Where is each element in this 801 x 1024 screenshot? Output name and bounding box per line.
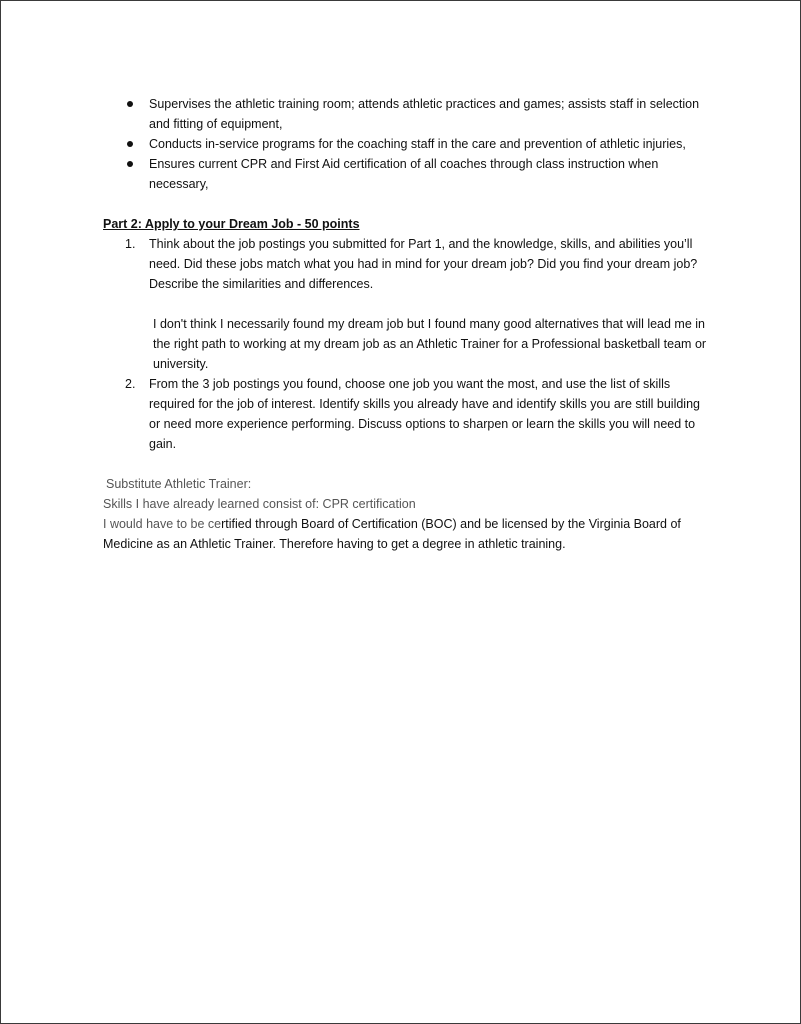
bullet-item: [103, 134, 713, 154]
bullet-text: Conducts in-service programs for the coaching staff in the care and prevention of athletic injuries,: [149, 137, 686, 151]
question-item-2: [103, 374, 713, 454]
duties-bullet-list: [103, 94, 713, 194]
questions-list-continued: [103, 374, 713, 454]
bullet-item: [103, 154, 713, 194]
question-number: 2.: [125, 377, 136, 391]
bullet-dot-icon: [127, 141, 133, 147]
bullet-item: [103, 94, 713, 134]
question1-answer: [103, 314, 713, 374]
document-content: [103, 94, 713, 554]
bullet-text: Ensures current CPR and First Aid certification of all coaches through class instruction when necessary,: [149, 157, 659, 191]
bullet-dot-icon: [127, 161, 133, 167]
skills-line: Skills I have already learned consist of: CPR certification: [103, 497, 416, 511]
bullet-dot-icon: [127, 101, 133, 107]
job-title-line: Substitute Athletic Trainer:: [106, 477, 252, 491]
paragraph-rest: rtified through Board of Certification (BOC) and be licensed by the Virginia Board of Medicine as an Athletic Trainer. Therefore having to get a degree in athletic training.: [103, 517, 681, 551]
question-text: Think about the job postings you submitted for Part 1, and the knowledge, skills, and abilities you’ll need. Did these jobs match what you had in mind for your dream job? Did you find your dream job? Describe the similarities and differences.: [149, 237, 698, 291]
question-item-1: [103, 234, 713, 294]
question-text: From the 3 job postings you found, choose one job you want the most, and use the list of skills required for the job of interest. Identify skills you already have and identify skills you are still building or need more experience performing. Discuss options to sharpen or learn the skills you will need to gain.: [149, 377, 700, 451]
part2-heading: Part 2: Apply to your Dream Job - 50 points: [103, 217, 360, 231]
certification-paragraph: [103, 514, 713, 554]
question-number: 1.: [125, 237, 136, 251]
answer-text: I don't think I necessarily found my dream job but I found many good alternatives that will lead me in the right path to working at my dream job as an Athletic Trainer for a Professional basketball team or university.: [153, 317, 707, 371]
bullet-text: Supervises the athletic training room; attends athletic practices and games; assists staff in selection and fitting of equipment,: [149, 97, 700, 131]
questions-list: [103, 234, 713, 294]
paragraph-gray-prefix: I would have to be ce: [103, 517, 222, 531]
